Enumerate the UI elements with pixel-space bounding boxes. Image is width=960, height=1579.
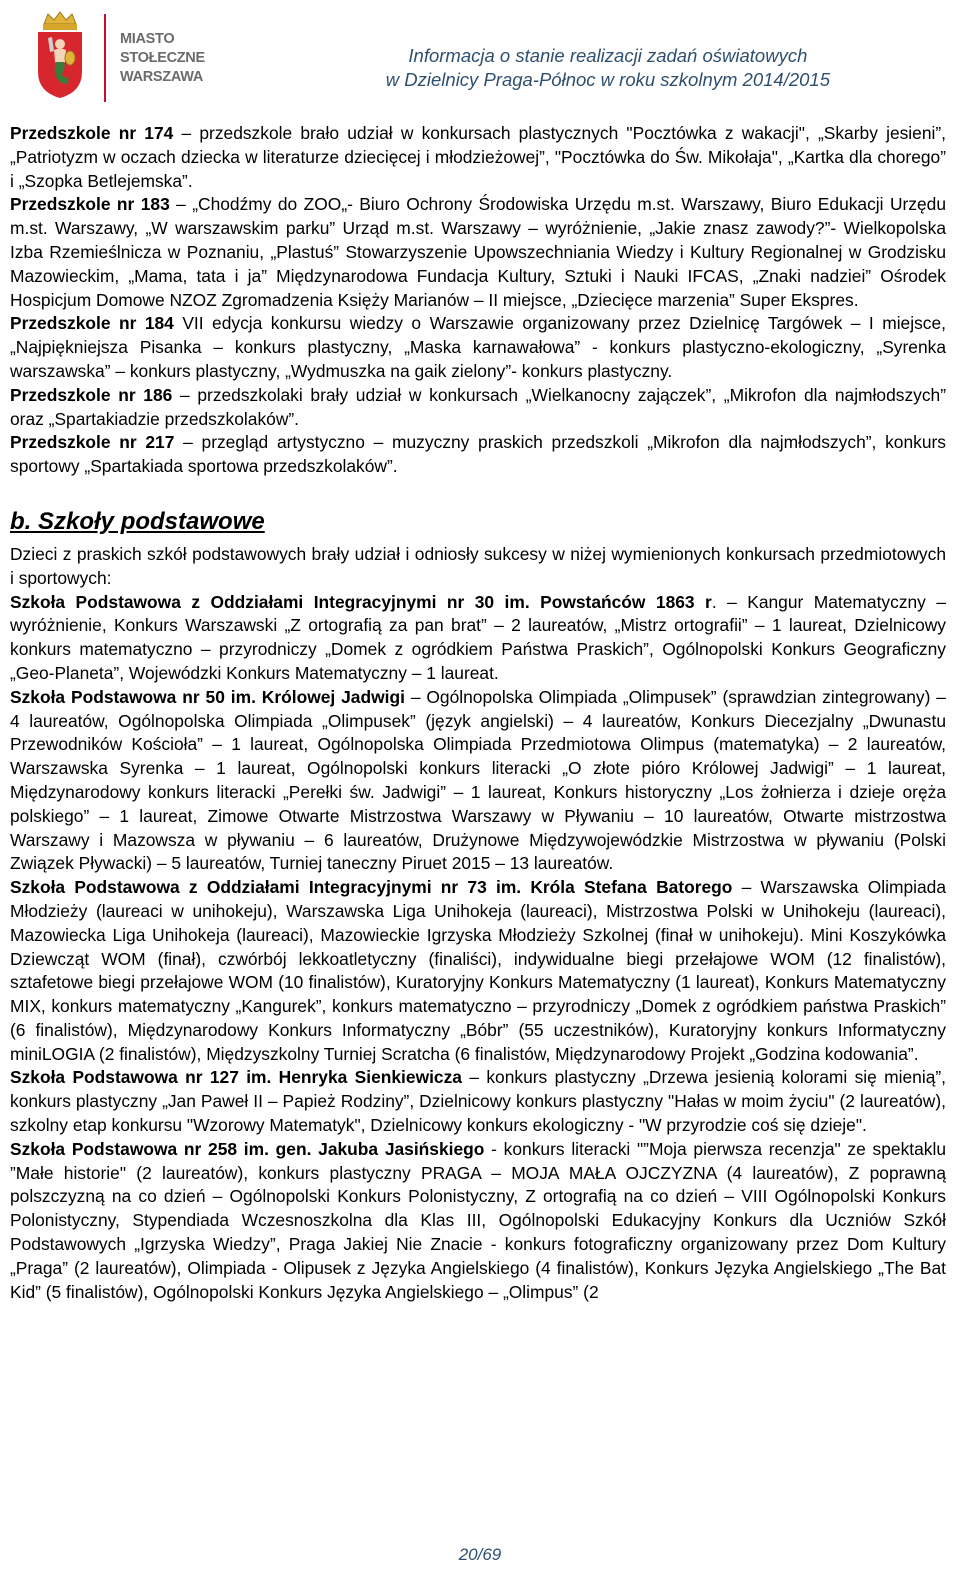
paragraph bbox=[10, 122, 946, 193]
institution-name: Przedszkole nr 217 bbox=[10, 432, 175, 453]
document-title-line: w Dzielnicy Praga-Północ w roku szkolnym 2014/2015 bbox=[385, 69, 830, 90]
document-title bbox=[386, 44, 830, 92]
institution-name: Przedszkole nr 184 bbox=[10, 313, 174, 334]
document-title-line: Informacja o stanie realizacji zadań oświatowych bbox=[408, 45, 808, 66]
paragraph bbox=[10, 384, 946, 432]
section-heading: b. Szkoły podstawowe bbox=[10, 507, 265, 535]
page-number: 20/69 bbox=[458, 1545, 502, 1564]
paragraph bbox=[10, 1138, 946, 1305]
paragraph-text: . – Kangur Matematyczny – wyróżnienie, Konkurs Warszawski „Z ortografią za pan brat” – 2 laureatów, „Mistrz ortografii” – 1 laureat, Dzielnicowy konkurs matematyczno – przyrodniczy „Domek z ogródkiem Państwa Praskich”, Ogólnopolski Konkurs Geograficzny „Geo-Planeta”, Wojewódzki Konkurs Matematyczny – 1 laureat. bbox=[10, 591, 947, 683]
logo-text bbox=[120, 30, 205, 87]
logo-text-line: WARSZAWA bbox=[120, 69, 203, 85]
logo-text-line: MIASTO bbox=[120, 31, 175, 47]
paragraph-text: - konkurs literacki "”Moja pierwsza recenzja" ze spektaklu ”Małe historie" (2 laureatów), konkurs plastyczny PRAGA – MOJA MAŁA OJCZYZNA (4 laureatów), Z poprawną polszczyzną na co dzień – Ogólnopolski Konkurs Polonistyczny, Z ortografią na co dzień – VIII Ogólnopolski Konkurs Polonistyczny, Stypendiada Wczesnoszkolna dla Klas III, Ogólnopolski Edukacyjny Konkurs dla Uczniów Szkół Podstawowych „Igrzyska Wiedzy”, Praga Jakiej Nie Znacie - konkurs fotograficzny organizowany przez Dom Kultury „Praga” (2 laureatów), Olimpiada - Olipusek z Języka Angielskiego (4 finalistów), Konkurs Języka Angielskiego „The Bat Kid” (5 finalistów), Ogólnopolski Konkurs Języka Angielskiego – „Olimpus” (2 bbox=[10, 1138, 946, 1302]
paragraph-text: VII edycja konkursu wiedzy o Warszawie organizowany przez Dzielnicę Targówek – I miejsce, „Najpiękniejsza Pisanka – konkurs plastyczny, „Maska karnawałowa” - konkurs plastyczno-ekologiczny, „Syrenka warszawska” – konkurs plastyczny, „Wydmuszka na gaik zielony”- konkurs plastyczny. bbox=[10, 313, 946, 381]
paragraph bbox=[10, 591, 946, 686]
paragraph-text: – przegląd artystyczno – muzyczny praskich przedszkoli „Mikrofon dla najmłodszych”, konkurs sportowy „Spartakiada sportowa przedszkolaków”. bbox=[10, 432, 946, 477]
paragraph bbox=[10, 312, 946, 383]
paragraph bbox=[10, 876, 946, 1066]
institution-name: Szkoła Podstawowa z Oddziałami Integracyjnymi nr 30 im. Powstańców 1863 r bbox=[10, 591, 712, 612]
logo-divider bbox=[104, 14, 106, 102]
paragraph bbox=[10, 686, 946, 876]
institution-name: Szkoła Podstawowa nr 50 im. Królowej Jadwigi bbox=[10, 686, 405, 707]
institution-name: Przedszkole nr 183 bbox=[10, 194, 170, 215]
warsaw-coat-of-arms-icon bbox=[30, 10, 90, 100]
paragraph-text: – przedszkolaki brały udział w konkursach „Wielkanocny zajączek”, „Mikrofon dla najmłodszych” oraz „Spartakiadzie przedszkolaków”. bbox=[10, 384, 946, 429]
institution-name: Szkoła Podstawowa z Oddziałami Integracyjnymi nr 73 im. Króla Stefana Batorego bbox=[10, 877, 733, 898]
paragraph bbox=[10, 431, 946, 479]
section-intro: Dzieci z praskich szkół podstawowych brały udział i odniosły sukcesy w niżej wymienionych konkursach przedmiotowych i sportowych: bbox=[10, 543, 946, 588]
paragraph-text: – Ogólnopolska Olimpiada „Olimpusek” (sprawdzian zintegrowany) – 4 laureatów, Ogólnopolska Olimpiada „Olimpusek” (język angielski) – 4 laureatów, Konkurs Diecezjalny „Dwunastu Przewodników Kościoła” – 1 laureat, Ogólnopolska Olimpiada Przedmiotowa Olimpus (matematyka) – 2 laureatów, Warszawska Syrenka – 1 laureat, Ogólnopolski konkurs literacki „O złote pióro Królowej Jadwigi” – 1 laureat, Międzynarodowy konkurs literacki „Perełki św. Jadwigi” – 1 laureat, Konkurs historyczny „Los żołnierza i dzieje oręża polskiego” – 1 laureat, Zimowe Otwarte Mistrzostwa Warszawy w Pływaniu – 10 laureatów, Otwarte mistrzostwa Warszawy i Mazowsza w pływaniu – 6 laureatów, Drużynowe Międzywojewódzkie Mistrzostwa w pływaniu (Polski Związek Pływacki) – 5 laureatów, Turniej taneczny Piruet 2015 – 13 laureatów. bbox=[10, 686, 946, 874]
paragraph-text: – przedszkole brało udział w konkursach plastycznych "Pocztówka z wakacji", „Skarby jesieni”, „Patriotyzm w oczach dziecka w literaturze dziecięcej i młodzieżowej”, "Pocztówka do Św. Mikołaja", „Kartka dla chorego” i „Szopka Betlejemska”. bbox=[10, 123, 946, 191]
document-body bbox=[10, 122, 946, 1304]
paragraph-text: – konkurs plastyczny „Drzewa jesienią kolorami się mienią”, konkurs plastyczny „Jan Paweł II – Papież Rodziny”, Dzielnicowy konkurs plastyczny "Hałas w moim życiu" (2 laureatów), szkolny etap konkursu "Wzorowy Matematyk", Dzielnicowy konkurs ekologiczny - "W przyrodzie coś się dzieje". bbox=[10, 1067, 946, 1136]
institution-name: Przedszkole nr 186 bbox=[10, 384, 173, 405]
institution-name: Szkoła Podstawowa nr 127 im. Henryka Sienkiewicza bbox=[10, 1067, 462, 1088]
logo-text-line: STOŁECZNE bbox=[120, 50, 205, 66]
paragraph bbox=[10, 193, 946, 312]
paragraph bbox=[10, 1066, 946, 1137]
institution-name: Szkoła Podstawowa nr 258 im. gen. Jakuba Jasińskiego bbox=[10, 1138, 485, 1159]
page-header bbox=[0, 0, 960, 112]
paragraph-text: – „Chodźmy do ZOO„- Biuro Ochrony Środowiska Urzędu m.st. Warszawy, Biuro Edukacji Urzędu m.st. Warszawy, „W warszawskim parku” Urząd m.st. Warszawy – wyróżnienie, „Jakie znasz zawody?”- Wielkopolska Izba Rzemieślnicza w Poznaniu, „Plastuś” Stowarzyszenie Upowszechniania Wiedzy i Kultury Regionalnej w Grodzisku Mazowieckim, „Mama, tata i ja” Międzynarodowa Fundacja Kultury, Sztuki i Nauki IFCAS, „Znaki nadziei” Ośrodek Hospicjum Domowe NZOZ Zgromadzenia Księży Marianów – II miejsce, „Dziecięce marzenia” Super Ekspres. bbox=[10, 194, 946, 310]
paragraph-text: – Warszawska Olimpiada Młodzieży (laureaci w unihokeju), Warszawska Liga Unihokeja (laureaci), Mistrzostwa Polski w Unihokeju (laureaci), Mazowiecka Liga Unihokeja (laureaci), Mazowieckie Igrzyska Młodzieży Szkolnej (finał w unihokeju). Mini Koszykówka Dziewcząt WOM (finał), czwórbój lekkoatletyczny (finaliści), indywidualne biegi przełajowe WOM (12 finalistów), sztafetowe biegi przełajowe WOM (10 finalistów), Kuratoryjny Konkurs Matematyczny (1 laureat), Konkurs Matematyczny MIX, konkurs matematyczny „Kangurek”, konkurs matematyczno – przyrodniczy „Domek z ogródkiem państwa Praskich” (6 finalistów), Międzynarodowy Konkurs Informatyczny „Bóbr” (55 uczestników), Kuratoryjny konkurs Informatyczny miniLOGIA (2 finalistów), Międzyszkolny Turniej Scratcha (6 finalistów, Międzynarodowy Projekt „Godzina kodowania”. bbox=[10, 877, 946, 1064]
institution-name: Przedszkole nr 174 bbox=[10, 123, 174, 143]
